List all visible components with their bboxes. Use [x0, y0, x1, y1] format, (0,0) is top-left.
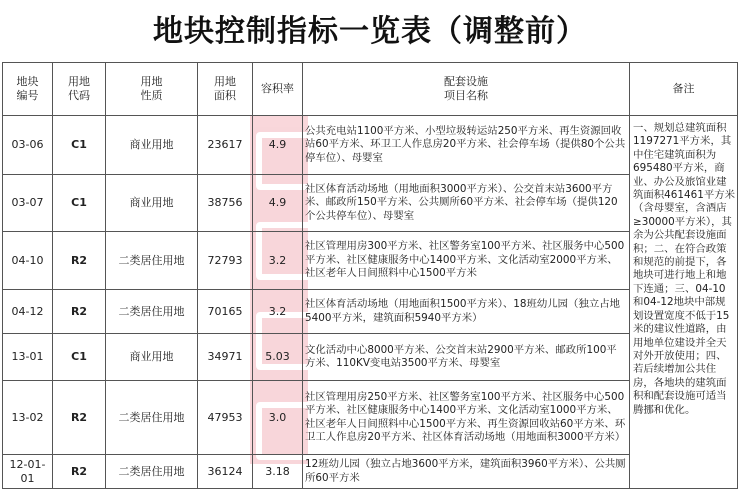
table-header-row [3, 63, 738, 116]
land-code-cell: R2 [53, 232, 106, 290]
land-code-cell: R2 [53, 381, 106, 455]
header-plot-no: 地块 编号 [3, 63, 53, 116]
facilities-cell: 社区管理用房250平方米、社区警务室100平方米、社区服务中心500平方米、社区健康服务中心1400平方米、文化活动室1000平方米、社区老年人日间照料中心1500平方米、再生资源回收站60平方米、环卫工人作息房20平方米、社区体育活动场地（用地面积3000平方米） [303, 381, 630, 455]
far-cell: 3.2 [253, 290, 303, 334]
land-code-cell: R2 [53, 290, 106, 334]
land-area-cell: 23617 [198, 116, 253, 175]
plot-no-cell: 13-01 [3, 334, 53, 381]
indicator-table [2, 62, 738, 489]
land-nature-cell: 二类居住用地 [106, 455, 198, 489]
table-row [3, 334, 738, 381]
plot-no-cell: 03-06 [3, 116, 53, 175]
land-code-cell: C1 [53, 175, 106, 232]
table-row [3, 232, 738, 290]
land-area-cell: 36124 [198, 455, 253, 489]
facilities-cell: 社区体育活动场地（用地面积1500平方米）、18班幼儿园（独立占地5400平方米，建筑面积5940平方米） [303, 290, 630, 334]
table-row [3, 455, 738, 489]
far-cell: 4.9 [253, 116, 303, 175]
header-remarks: 备注 [630, 63, 738, 116]
far-cell: 3.2 [253, 232, 303, 290]
facilities-cell: 公共充电站1100平方米、小型垃圾转运站250平方米、再生资源回收站60平方米、环卫工人作息房20平方米、社会停车场（提供80个公共停车位）、母婴室 [303, 116, 630, 175]
plot-no-cell: 04-10 [3, 232, 53, 290]
land-area-cell: 34971 [198, 334, 253, 381]
plot-no-cell: 12-01-01 [3, 455, 53, 489]
land-area-cell: 47953 [198, 381, 253, 455]
land-nature-cell: 商业用地 [106, 175, 198, 232]
facilities-cell: 文化活动中心8000平方米、公交首末站2900平方米、邮政所100平方米、110KV变电站3500平方米、母婴室 [303, 334, 630, 381]
header-facilities: 配套设施 项目名称 [303, 63, 630, 116]
plot-no-cell: 03-07 [3, 175, 53, 232]
land-nature-cell: 二类居住用地 [106, 290, 198, 334]
plot-no-cell: 13-02 [3, 381, 53, 455]
land-nature-cell: 二类居住用地 [106, 232, 198, 290]
land-area-cell: 70165 [198, 290, 253, 334]
facilities-cell: 社区体育活动场地（用地面积3000平方米）、公交首末站3600平方米、邮政所150平方米、公共厕所60平方米、社会停车场（提供120个公共停车位）、母婴室 [303, 175, 630, 232]
plot-no-cell: 04-12 [3, 290, 53, 334]
far-cell: 5.03 [253, 334, 303, 381]
land-code-cell: C1 [53, 116, 106, 175]
facilities-cell: 12班幼儿园（独立占地3600平方米，建筑面积3960平方米）、公共厕所60平方米 [303, 455, 630, 489]
header-land-code: 用地 代码 [53, 63, 106, 116]
land-code-cell: C1 [53, 334, 106, 381]
land-nature-cell: 二类居住用地 [106, 381, 198, 455]
land-nature-cell: 商业用地 [106, 116, 198, 175]
land-area-cell: 72793 [198, 232, 253, 290]
table-row [3, 381, 738, 455]
header-land-area: 用地 面积 [198, 63, 253, 116]
page-title: 地块控制指标一览表（调整前） [153, 14, 587, 49]
land-nature-cell: 商业用地 [106, 334, 198, 381]
far-cell: 3.0 [253, 381, 303, 455]
table-row [3, 116, 738, 175]
remarks-cell: 一、规划总建筑面积1197271平方米，其中住宅建筑面积为695480平方米，商业、办公及旅馆业建筑面积461461平方米（含母婴室，含酒店≥30000平方米），其余为公共配套设施面积；二、在符合政策和规范的前提下，各地块可进行地上和地下连通；三、04-10和04-12地块中部规划设置宽度不低于15米的建议性道路，由用地单位建设并全天对外开放使用；四、若后续增加公共住房，各地块的建筑面积和配套设施可适当腾挪和优化。 [630, 116, 738, 489]
far-cell: 3.18 [253, 455, 303, 489]
land-area-cell: 38756 [198, 175, 253, 232]
far-cell: 4.9 [253, 175, 303, 232]
facilities-cell: 社区管理用房300平方米、社区警务室100平方米、社区服务中心500平方米、社区健康服务中心1400平方米、文化活动室2000平方米、社区老年人日间照料中心1500平方米 [303, 232, 630, 290]
header-land-nature: 用地 性质 [106, 63, 198, 116]
header-far: 容积率 [253, 63, 303, 116]
table-row [3, 290, 738, 334]
land-code-cell: R2 [53, 455, 106, 489]
table-row [3, 175, 738, 232]
